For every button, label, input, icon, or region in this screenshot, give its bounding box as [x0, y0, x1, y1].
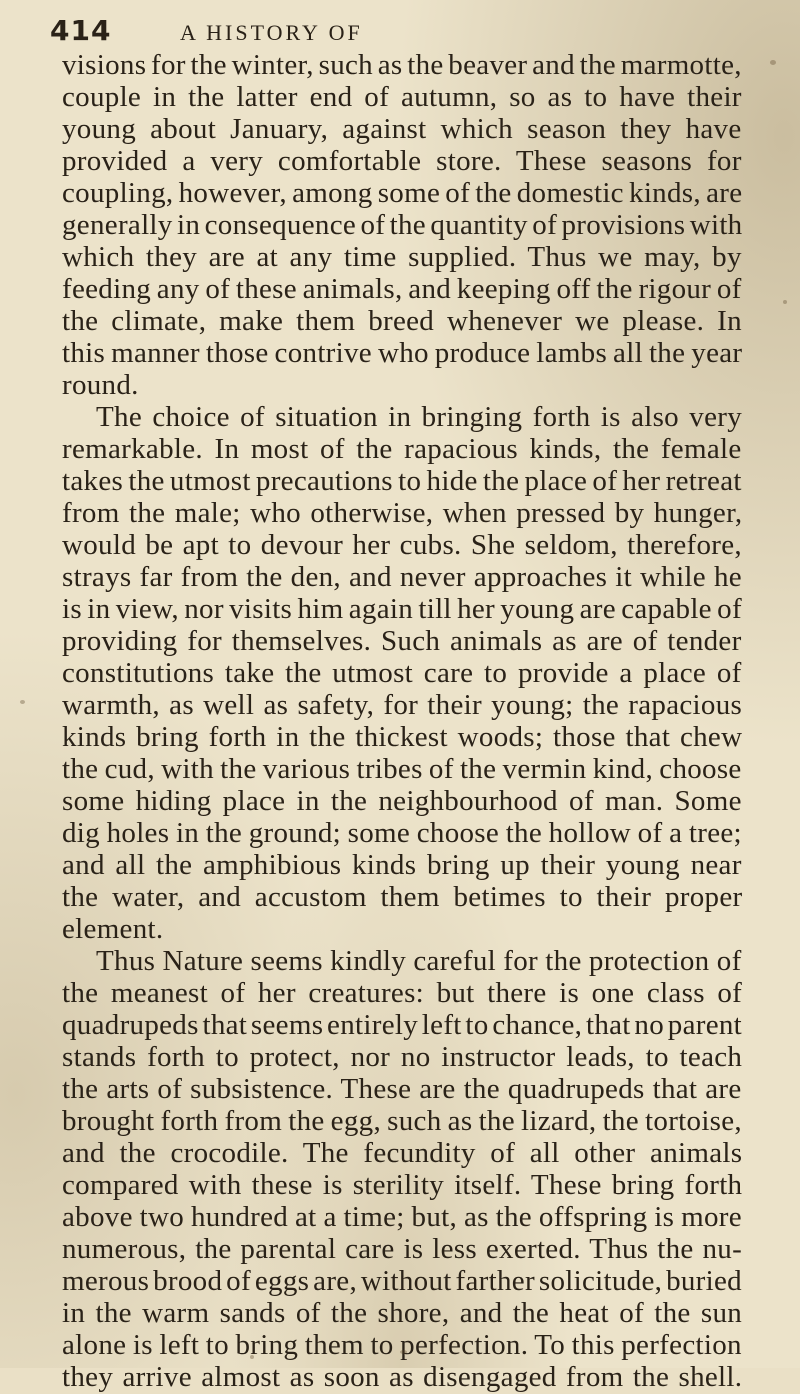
- text-line: they arrive almost as soon as disengaged from the shell.: [62, 1361, 743, 1393]
- running-title: A HISTORY OF: [180, 20, 363, 45]
- text-line: young about January, against which season they have: [62, 113, 742, 145]
- text-line: the water, and accustom them betimes to their proper: [62, 881, 743, 913]
- paper-speck: [250, 1355, 254, 1359]
- text-line: coupling, however, among some of the domestic kinds, are: [62, 177, 743, 209]
- text-line: couple in the latter end of autumn, so as to have their: [62, 81, 742, 113]
- paper-speck: [400, 1350, 407, 1354]
- text-line: stands forth to protect, nor no instructor leads, to teach: [62, 1041, 743, 1073]
- text-line: which they are at any time supplied. Thus we may, by: [62, 241, 742, 273]
- text-line: and the crocodile. The fecundity of all other animals: [62, 1137, 743, 1169]
- text-line: brought forth from the egg, such as the lizard, the tortoise,: [62, 1105, 742, 1137]
- text-line: warmth, as well as safety, for their young; the rapacious: [62, 689, 743, 721]
- text-line: dig holes in the ground; some choose the hollow of a tree;: [62, 817, 742, 849]
- text-line: kinds bring forth in the thickest woods; those that chew: [62, 721, 743, 753]
- text-line: in the warm sands of the shore, and the heat of the sun: [62, 1297, 743, 1329]
- text-line: alone is left to bring them to perfection. To this perfection: [62, 1329, 742, 1361]
- paper-speck: [783, 300, 787, 304]
- text-line: remarkable. In most of the rapacious kinds, the female: [62, 433, 742, 465]
- text-line: and all the amphibious kinds bring up their young near: [62, 849, 742, 881]
- text-line: quadrupeds that seems entirely left to chance, that no parent: [62, 1009, 743, 1041]
- text-line: generally in consequence of the quantity of provisions with: [62, 209, 743, 241]
- text-line: compared with these is sterility itself. These bring forth: [62, 1169, 743, 1201]
- text-line: the cud, with the various tribes of the vermin kind, choose: [62, 753, 742, 785]
- paper-speck: [20, 700, 25, 704]
- paragraph-start-line: Thus Nature seems kindly careful for the protection of: [96, 945, 742, 977]
- paragraph-start-line: The choice of situation in bringing forth is also very: [96, 401, 743, 433]
- page-number: 414: [50, 14, 112, 47]
- text-line: providing for themselves. Such animals as are of tender: [62, 625, 742, 657]
- text-line: takes the utmost precautions to hide the place of her retreat: [62, 465, 742, 497]
- text-line: is in view, nor visits him again till her young are capable of: [62, 593, 742, 625]
- text-line: round.: [62, 369, 139, 401]
- text-line: from the male; who otherwise, when pressed by hunger,: [62, 497, 743, 529]
- paper-speck: [770, 60, 776, 65]
- text-line: the meanest of her creatures: but there is one class of: [62, 977, 743, 1009]
- text-line: would be apt to devour her cubs. She seldom, therefore,: [62, 529, 742, 561]
- text-line: visions for the winter, such as the beaver and the marmotte,: [62, 49, 742, 81]
- text-line: constitutions take the utmost care to provide a place of: [62, 657, 742, 689]
- text-line: element.: [62, 913, 164, 945]
- text-line: numerous, the parental care is less exerted. Thus the nu-: [62, 1233, 743, 1265]
- text-line: this manner those contrive who produce lambs all the year: [62, 337, 743, 369]
- text-line: above two hundred at a time; but, as the offspring is more: [62, 1201, 742, 1233]
- text-line: feeding any of these animals, and keeping off the rigour of: [62, 273, 742, 305]
- text-line: merous brood of eggs are, without farther solicitude, buried: [62, 1265, 742, 1297]
- text-line: some hiding place in the neighbourhood of man. Some: [62, 785, 742, 817]
- text-line: the climate, make them breed whenever we please. In: [62, 305, 742, 337]
- text-line: provided a very comfortable store. These seasons for: [62, 145, 742, 177]
- text-line: the arts of subsistence. These are the quadrupeds that are: [62, 1073, 742, 1105]
- text-line: strays far from the den, and never approaches it while he: [62, 561, 742, 593]
